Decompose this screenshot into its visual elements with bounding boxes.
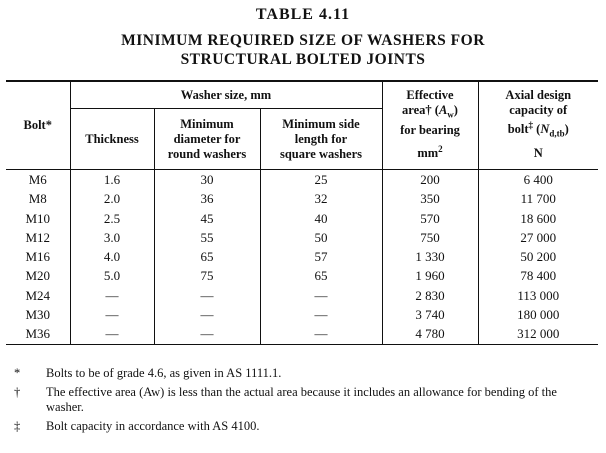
diameter-cell: 30 <box>154 170 260 190</box>
bolt-cell: M10 <box>25 210 51 226</box>
capacity-cell: 180 000 <box>478 305 598 324</box>
capacity-cell: 50 200 <box>478 247 598 266</box>
thickness-cell: 2.0 <box>70 189 154 208</box>
thickness-cell: 1.6 <box>70 170 154 190</box>
side-cell: — <box>260 324 382 344</box>
area-cell: 350 <box>382 189 478 208</box>
header-axial-design <box>478 81 598 170</box>
axial-design-unit: N <box>533 145 543 160</box>
min-side-line-1: Minimum side <box>282 116 360 131</box>
diameter-cell: — <box>154 305 260 324</box>
area-cell: 1 330 <box>382 247 478 266</box>
axial-design-line-3: bolt‡ $(N_{d,tb})$ <box>507 120 569 139</box>
capacity-cell: 6 400 <box>478 170 598 190</box>
bolt-cell: M20 <box>25 268 51 284</box>
subtitle-line-1: MINIMUM REQUIRED SIZE OF WASHERS FOR <box>121 32 485 49</box>
table-row <box>6 189 598 208</box>
table-row <box>6 266 598 285</box>
subtitle-line-2: STRUCTURAL BOLTED JOINTS <box>180 51 426 68</box>
header-effective-area <box>382 81 478 170</box>
table-row <box>6 209 598 228</box>
thickness-cell: 5.0 <box>70 266 154 285</box>
capacity-cell: 27 000 <box>478 228 598 247</box>
diameter-cell: — <box>154 324 260 344</box>
min-diameter-line-2: diameter for <box>173 131 241 146</box>
footnote-text: The effective area (Aw) is less than the actual area because it includes an allowance for bending of the washer. <box>46 385 557 414</box>
footnote-symbol: ‡ <box>14 419 21 433</box>
table-row <box>6 228 598 247</box>
diameter-cell: 65 <box>154 247 260 266</box>
footnote-symbol: * <box>14 366 21 380</box>
side-cell: — <box>260 305 382 324</box>
capacity-cell: 113 000 <box>478 286 598 305</box>
area-cell: 200 <box>382 170 478 190</box>
area-cell: 750 <box>382 228 478 247</box>
table-title: TABLE 4.11 <box>255 6 351 23</box>
footnote <box>14 366 594 381</box>
footnote <box>14 385 594 415</box>
thickness-cell: 3.0 <box>70 228 154 247</box>
header-thickness: Thickness <box>70 109 154 170</box>
table-row <box>6 247 598 266</box>
bolt-cell: M8 <box>28 191 47 207</box>
diameter-cell: 55 <box>154 228 260 247</box>
header-min-side <box>260 109 382 170</box>
min-side-line-3: square washers <box>279 146 363 161</box>
table-row <box>6 305 598 324</box>
thickness-cell: 4.0 <box>70 247 154 266</box>
footnote-text: Bolt capacity in accordance with AS 4100. <box>46 419 260 433</box>
bolt-cell: M16 <box>25 249 51 265</box>
capacity-cell: 312 000 <box>478 324 598 344</box>
header-min-diameter <box>154 109 260 170</box>
min-diameter-line-1: Minimum <box>180 116 234 131</box>
table-row <box>6 286 598 305</box>
side-cell: 65 <box>260 266 382 285</box>
effective-area-line-2: area† $(A_w)$ <box>402 103 458 120</box>
area-cell: 3 740 <box>382 305 478 324</box>
min-diameter-line-3: round washers <box>167 146 247 161</box>
effective-area-unit: $mm^2$ <box>417 143 443 160</box>
bolt-cell: M36 <box>25 326 51 342</box>
area-cell: 1 960 <box>382 266 478 285</box>
table-subtitle <box>0 31 606 69</box>
bolt-cell: M24 <box>25 287 51 303</box>
footnote-text: Bolts to be of grade 4.6, as given in AS 1111.1. <box>46 366 282 380</box>
diameter-cell: — <box>154 286 260 305</box>
capacity-cell: 11 700 <box>478 189 598 208</box>
table-row <box>6 170 598 190</box>
axial-design-line-2: capacity of <box>509 103 568 117</box>
footnote <box>14 419 594 434</box>
side-cell: 50 <box>260 228 382 247</box>
table-row <box>6 324 598 344</box>
diameter-cell: 75 <box>154 266 260 285</box>
thickness-cell: — <box>70 305 154 324</box>
footnote-symbol: † <box>14 385 21 399</box>
effective-area-line-3: for bearing <box>400 122 460 137</box>
axial-design-line-1: Axial design <box>505 88 572 102</box>
min-side-line-2: length for <box>294 131 348 146</box>
side-cell: 40 <box>260 209 382 228</box>
area-cell: 570 <box>382 209 478 228</box>
capacity-cell: 78 400 <box>478 266 598 285</box>
capacity-cell: 18 600 <box>478 209 598 228</box>
thickness-cell: — <box>70 324 154 344</box>
thickness-cell: — <box>70 286 154 305</box>
header-washer-size: Washer size, mm <box>70 81 382 109</box>
side-cell: 25 <box>260 170 382 190</box>
side-cell: 57 <box>260 247 382 266</box>
side-cell: 32 <box>260 189 382 208</box>
washer-size-table <box>6 80 598 345</box>
diameter-cell: 45 <box>154 209 260 228</box>
footnotes <box>14 366 594 438</box>
bolt-cell: M12 <box>25 229 51 245</box>
diameter-cell: 36 <box>154 189 260 208</box>
bolt-cell: M6 <box>28 172 47 187</box>
thickness-cell: 2.5 <box>70 209 154 228</box>
header-bolt: Bolt* <box>23 118 52 132</box>
bolt-cell: M30 <box>25 307 51 323</box>
area-cell: 4 780 <box>382 324 478 344</box>
side-cell: — <box>260 286 382 305</box>
area-cell: 2 830 <box>382 286 478 305</box>
effective-area-line-1: Effective <box>406 88 454 102</box>
